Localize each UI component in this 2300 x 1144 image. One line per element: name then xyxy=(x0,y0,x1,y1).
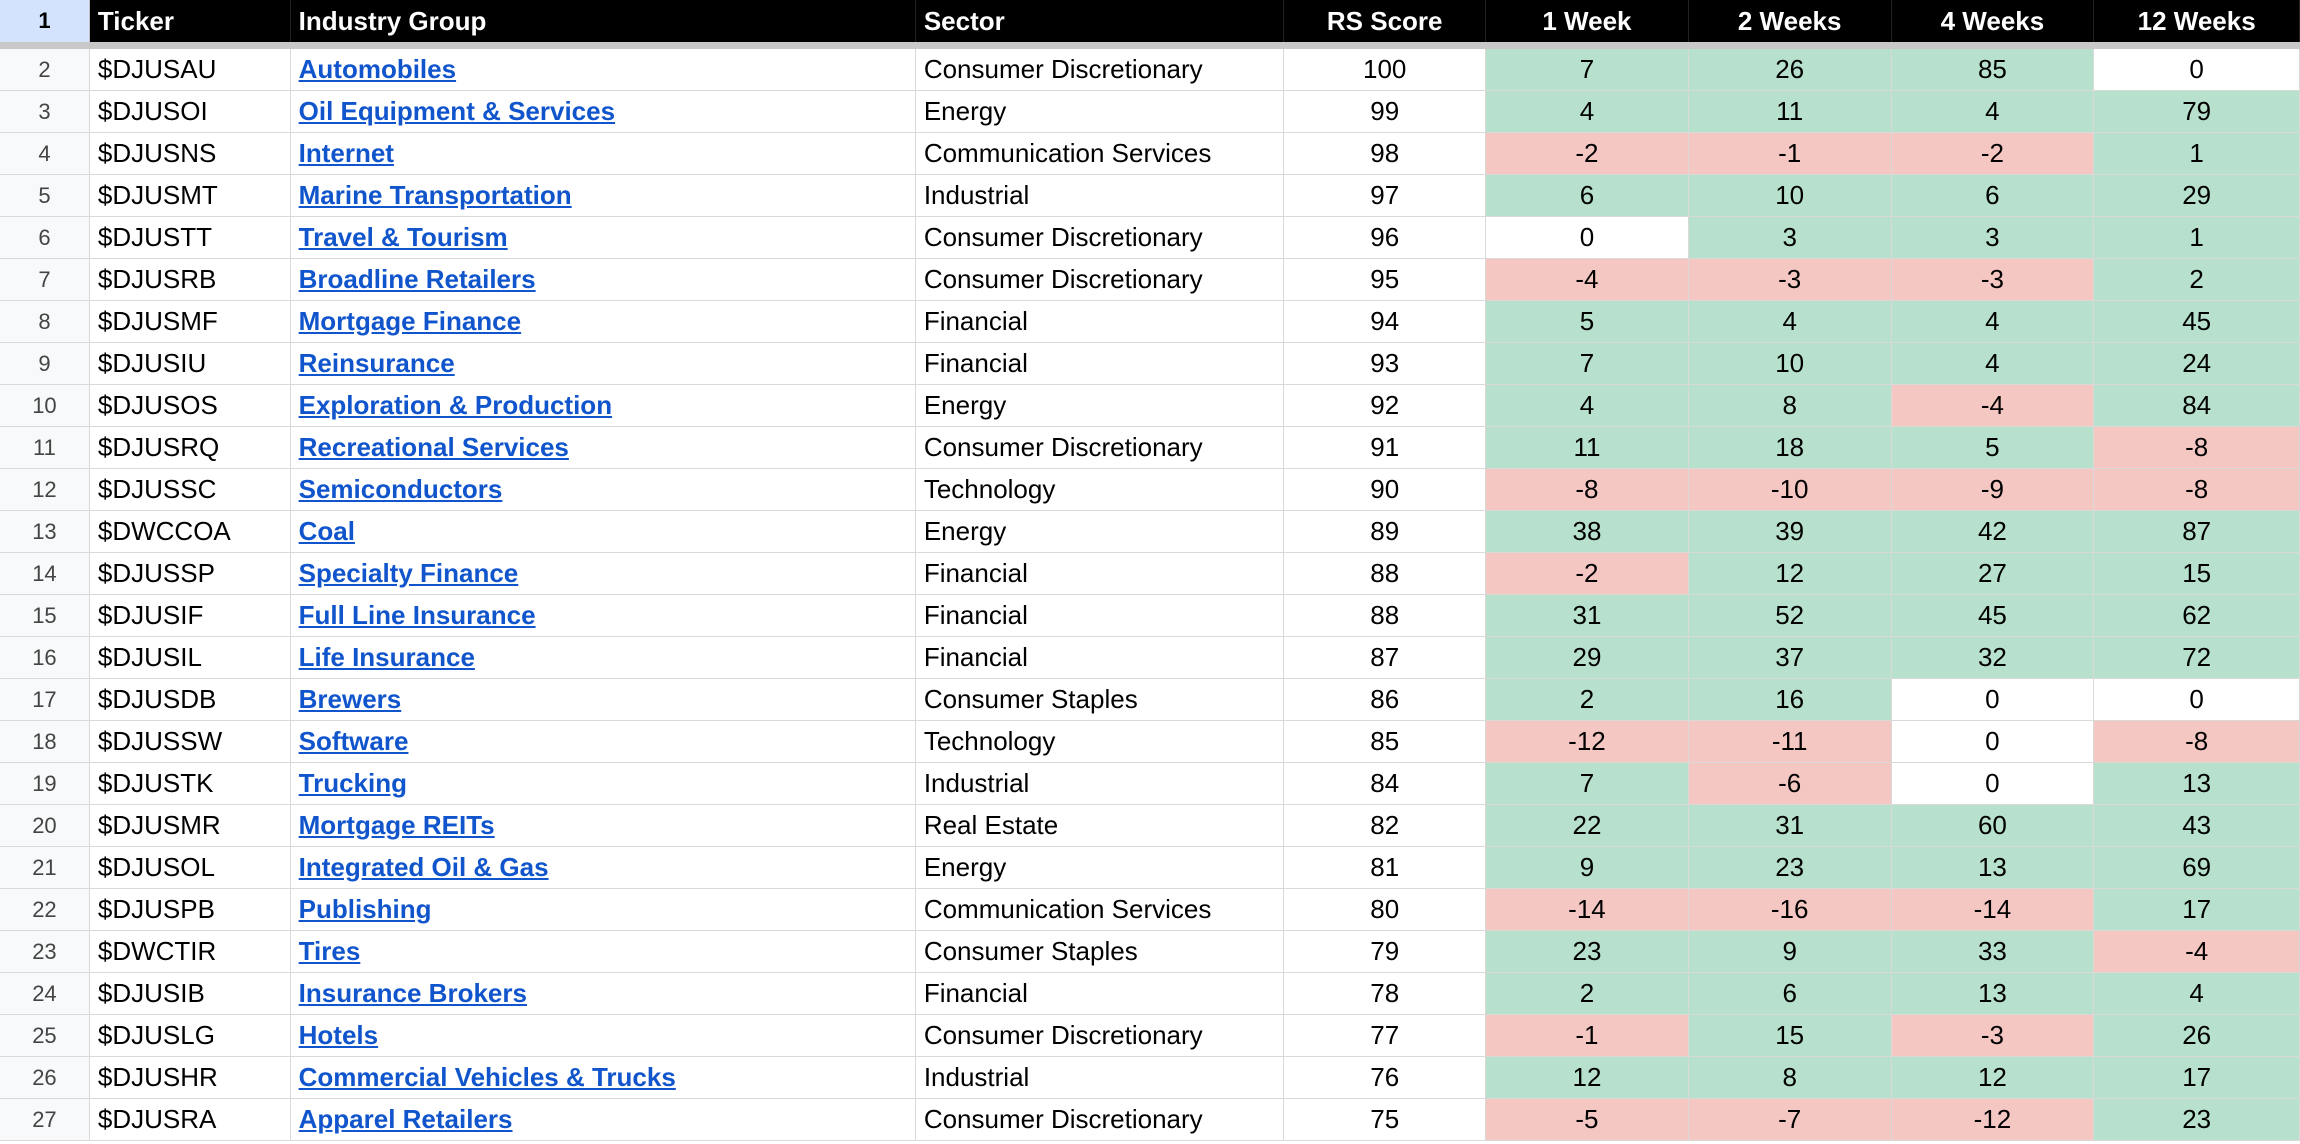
week1-cell[interactable]: 7 xyxy=(1486,49,1689,91)
industry-group-cell[interactable] xyxy=(291,175,916,217)
week2-cell[interactable]: 10 xyxy=(1689,175,1892,217)
ticker-cell[interactable]: $DJUSOS xyxy=(90,385,291,427)
row-number[interactable]: 26 xyxy=(0,1057,90,1099)
rs-score-cell[interactable]: 93 xyxy=(1284,343,1486,385)
frozen-row-divider[interactable] xyxy=(0,42,2300,49)
week4-cell[interactable]: 60 xyxy=(1892,805,2095,847)
industry-group-link[interactable]: Automobiles xyxy=(298,54,457,84)
sector-cell[interactable]: Consumer Discretionary xyxy=(916,259,1285,301)
week4-cell[interactable]: 42 xyxy=(1892,511,2095,553)
industry-group-cell[interactable] xyxy=(291,259,916,301)
week12-cell[interactable]: 24 xyxy=(2094,343,2300,385)
table-row xyxy=(0,721,2300,763)
week2-cell[interactable]: 8 xyxy=(1689,385,1892,427)
industry-group-link[interactable]: Mortgage Finance xyxy=(298,306,522,336)
ticker-cell[interactable]: $DJUSIL xyxy=(90,637,291,679)
week12-cell[interactable]: -8 xyxy=(2094,427,2300,469)
row-number[interactable]: 4 xyxy=(0,133,90,175)
week12-cell[interactable]: 0 xyxy=(2094,679,2300,721)
rs-score-cell[interactable]: 99 xyxy=(1284,91,1486,133)
rs-score-cell[interactable]: 96 xyxy=(1284,217,1486,259)
industry-group-cell[interactable] xyxy=(291,385,916,427)
row-number[interactable]: 12 xyxy=(0,469,90,511)
ticker-cell[interactable]: $DJUSTT xyxy=(90,217,291,259)
ticker-cell[interactable]: $DJUSOL xyxy=(90,847,291,889)
week1-cell[interactable]: -2 xyxy=(1486,553,1689,595)
week12-cell[interactable]: 1 xyxy=(2094,133,2300,175)
rs-score-cell[interactable]: 78 xyxy=(1284,973,1486,1015)
table-body xyxy=(0,49,2300,1141)
week12-cell[interactable]: 17 xyxy=(2094,1057,2300,1099)
week4-cell[interactable]: 5 xyxy=(1892,427,2095,469)
row-number[interactable]: 10 xyxy=(0,385,90,427)
week2-cell[interactable]: 4 xyxy=(1689,301,1892,343)
industry-group-link[interactable]: Life Insurance xyxy=(298,642,475,672)
row-number[interactable]: 25 xyxy=(0,1015,90,1057)
industry-group-cell[interactable] xyxy=(291,91,916,133)
industry-group-link[interactable]: Internet xyxy=(298,138,394,168)
week12-cell[interactable]: 0 xyxy=(2094,49,2300,91)
week4-cell[interactable]: 12 xyxy=(1892,1057,2095,1099)
week12-cell[interactable]: -4 xyxy=(2094,931,2300,973)
week12-cell[interactable]: 2 xyxy=(2094,259,2300,301)
rs-score-cell[interactable]: 87 xyxy=(1284,637,1486,679)
industry-group-cell[interactable] xyxy=(291,679,916,721)
week12-cell[interactable]: 1 xyxy=(2094,217,2300,259)
week2-cell[interactable]: 18 xyxy=(1689,427,1892,469)
sector-cell[interactable]: Energy xyxy=(916,91,1285,133)
ticker-cell[interactable]: $DJUSMT xyxy=(90,175,291,217)
industry-group-cell[interactable] xyxy=(291,595,916,637)
industry-group-cell[interactable] xyxy=(291,805,916,847)
sector-cell[interactable]: Financial xyxy=(916,343,1285,385)
week1-cell[interactable]: 38 xyxy=(1486,511,1689,553)
row-number[interactable]: 27 xyxy=(0,1099,90,1141)
table-row xyxy=(0,1015,2300,1057)
industry-group-cell[interactable] xyxy=(291,763,916,805)
rs-score-cell[interactable]: 75 xyxy=(1284,1099,1486,1141)
sector-cell[interactable]: Consumer Discretionary xyxy=(916,217,1285,259)
table-row xyxy=(0,133,2300,175)
industry-group-cell[interactable] xyxy=(291,973,916,1015)
week2-cell[interactable]: -3 xyxy=(1689,259,1892,301)
rs-score-cell[interactable]: 84 xyxy=(1284,763,1486,805)
industry-group-link[interactable]: Trucking xyxy=(298,768,407,798)
rs-score-cell[interactable]: 97 xyxy=(1284,175,1486,217)
week4-cell[interactable]: -3 xyxy=(1892,1015,2095,1057)
week2-cell[interactable]: 26 xyxy=(1689,49,1892,91)
row-number[interactable]: 9 xyxy=(0,343,90,385)
row-number[interactable]: 2 xyxy=(0,49,90,91)
sector-cell[interactable]: Technology xyxy=(916,721,1285,763)
week4-cell[interactable]: 0 xyxy=(1892,763,2095,805)
week1-cell[interactable]: -1 xyxy=(1486,1015,1689,1057)
week2-cell[interactable]: -16 xyxy=(1689,889,1892,931)
industry-group-link[interactable]: Broadline Retailers xyxy=(298,264,536,294)
sector-cell[interactable]: Consumer Discretionary xyxy=(916,1099,1285,1141)
industry-group-link[interactable]: Tires xyxy=(298,936,361,966)
week1-cell[interactable]: 29 xyxy=(1486,637,1689,679)
industry-group-cell[interactable] xyxy=(291,931,916,973)
table-row xyxy=(0,1099,2300,1141)
rs-score-cell[interactable]: 79 xyxy=(1284,931,1486,973)
table-row xyxy=(0,553,2300,595)
ticker-cell[interactable]: $DJUSSC xyxy=(90,469,291,511)
week2-cell[interactable]: 12 xyxy=(1689,553,1892,595)
rs-score-cell[interactable]: 94 xyxy=(1284,301,1486,343)
industry-group-cell[interactable] xyxy=(291,469,916,511)
industry-group-column-header[interactable]: Industry Group xyxy=(291,0,916,42)
week4-cell[interactable]: 32 xyxy=(1892,637,2095,679)
industry-group-cell[interactable] xyxy=(291,847,916,889)
sector-cell[interactable]: Consumer Discretionary xyxy=(916,49,1285,91)
week4-cell[interactable]: -4 xyxy=(1892,385,2095,427)
week2-cell[interactable]: 15 xyxy=(1689,1015,1892,1057)
rs-score-cell[interactable]: 90 xyxy=(1284,469,1486,511)
ticker-cell[interactable]: $DJUSIF xyxy=(90,595,291,637)
week1-cell[interactable]: 6 xyxy=(1486,175,1689,217)
row-number[interactable]: 15 xyxy=(0,595,90,637)
week1-cell[interactable]: 5 xyxy=(1486,301,1689,343)
week12-column-header[interactable]: 12 Weeks xyxy=(2094,0,2300,42)
week4-cell[interactable]: 13 xyxy=(1892,847,2095,889)
rs-score-cell[interactable]: 95 xyxy=(1284,259,1486,301)
row-number[interactable]: 6 xyxy=(0,217,90,259)
ticker-cell[interactable]: $DJUSAU xyxy=(90,49,291,91)
week1-cell[interactable]: 7 xyxy=(1486,343,1689,385)
ticker-cell[interactable]: $DJUSMF xyxy=(90,301,291,343)
week12-cell[interactable]: 79 xyxy=(2094,91,2300,133)
sector-cell[interactable]: Communication Services xyxy=(916,889,1285,931)
week1-cell[interactable]: -8 xyxy=(1486,469,1689,511)
week1-cell[interactable]: 0 xyxy=(1486,217,1689,259)
table-row xyxy=(0,847,2300,889)
week4-cell[interactable]: 85 xyxy=(1892,49,2095,91)
sector-cell[interactable]: Industrial xyxy=(916,175,1285,217)
sector-cell[interactable]: Financial xyxy=(916,595,1285,637)
week2-cell[interactable]: 10 xyxy=(1689,343,1892,385)
industry-group-link[interactable]: Travel & Tourism xyxy=(298,222,508,252)
week1-cell[interactable]: 12 xyxy=(1486,1057,1689,1099)
ticker-cell[interactable]: $DJUSSP xyxy=(90,553,291,595)
ticker-cell[interactable]: $DWCTIR xyxy=(90,931,291,973)
week2-cell[interactable]: -11 xyxy=(1689,721,1892,763)
week4-cell[interactable]: -14 xyxy=(1892,889,2095,931)
ticker-cell[interactable]: $DJUSNS xyxy=(90,133,291,175)
week4-column-header[interactable]: 4 Weeks xyxy=(1892,0,2095,42)
week2-cell[interactable]: 39 xyxy=(1689,511,1892,553)
industry-group-cell[interactable] xyxy=(291,427,916,469)
ticker-column-header[interactable]: Ticker xyxy=(90,0,291,42)
sector-cell[interactable]: Consumer Staples xyxy=(916,931,1285,973)
industry-group-link[interactable]: Oil Equipment & Services xyxy=(298,96,616,126)
rs-score-cell[interactable]: 85 xyxy=(1284,721,1486,763)
week1-cell[interactable]: -5 xyxy=(1486,1099,1689,1141)
row-number[interactable]: 21 xyxy=(0,847,90,889)
week12-cell[interactable]: 45 xyxy=(2094,301,2300,343)
industry-group-link[interactable]: Insurance Brokers xyxy=(298,978,527,1008)
sector-cell[interactable]: Energy xyxy=(916,847,1285,889)
table-row xyxy=(0,973,2300,1015)
rs-score-cell[interactable]: 82 xyxy=(1284,805,1486,847)
industry-group-link[interactable]: Hotels xyxy=(298,1020,379,1050)
sector-cell[interactable]: Energy xyxy=(916,385,1285,427)
week2-cell[interactable]: 37 xyxy=(1689,637,1892,679)
industry-group-link[interactable]: Integrated Oil & Gas xyxy=(298,852,549,882)
week4-cell[interactable]: 4 xyxy=(1892,91,2095,133)
week12-cell[interactable]: 17 xyxy=(2094,889,2300,931)
week1-cell[interactable]: 23 xyxy=(1486,931,1689,973)
ticker-cell[interactable]: $DWCCOA xyxy=(90,511,291,553)
industry-group-link[interactable]: Recreational Services xyxy=(298,432,569,462)
industry-group-link[interactable]: Coal xyxy=(298,516,355,546)
sector-cell[interactable]: Financial xyxy=(916,553,1285,595)
week2-cell[interactable]: -7 xyxy=(1689,1099,1892,1141)
sector-cell[interactable]: Financial xyxy=(916,301,1285,343)
industry-group-cell[interactable] xyxy=(291,133,916,175)
industry-group-link[interactable]: Software xyxy=(298,726,409,756)
week1-cell[interactable]: -14 xyxy=(1486,889,1689,931)
sector-cell[interactable]: Real Estate xyxy=(916,805,1285,847)
industry-group-cell[interactable] xyxy=(291,217,916,259)
row-number[interactable]: 11 xyxy=(0,427,90,469)
table-row xyxy=(0,1057,2300,1099)
rs-score-cell[interactable]: 89 xyxy=(1284,511,1486,553)
sector-cell[interactable]: Consumer Discretionary xyxy=(916,1015,1285,1057)
industry-group-cell[interactable] xyxy=(291,49,916,91)
ticker-cell[interactable]: $DJUSRB xyxy=(90,259,291,301)
table-row xyxy=(0,805,2300,847)
sector-cell[interactable]: Financial xyxy=(916,973,1285,1015)
table-row xyxy=(0,175,2300,217)
week4-cell[interactable]: -9 xyxy=(1892,469,2095,511)
industry-group-link[interactable]: Specialty Finance xyxy=(298,558,519,588)
week4-cell[interactable]: 3 xyxy=(1892,217,2095,259)
ticker-cell[interactable]: $DJUSOI xyxy=(90,91,291,133)
sector-cell[interactable]: Financial xyxy=(916,637,1285,679)
week1-cell[interactable]: 31 xyxy=(1486,595,1689,637)
week12-cell[interactable]: 13 xyxy=(2094,763,2300,805)
table-row xyxy=(0,931,2300,973)
industry-group-link[interactable]: Mortgage REITs xyxy=(298,810,495,840)
row-number[interactable]: 24 xyxy=(0,973,90,1015)
table-row xyxy=(0,259,2300,301)
week4-cell[interactable]: 13 xyxy=(1892,973,2095,1015)
rs-score-cell[interactable]: 86 xyxy=(1284,679,1486,721)
week2-column-header[interactable]: 2 Weeks xyxy=(1689,0,1892,42)
table-row xyxy=(0,427,2300,469)
table-row xyxy=(0,301,2300,343)
industry-group-cell[interactable] xyxy=(291,553,916,595)
table-row xyxy=(0,595,2300,637)
ticker-cell[interactable]: $DJUSIU xyxy=(90,343,291,385)
week12-cell[interactable]: 69 xyxy=(2094,847,2300,889)
week2-cell[interactable]: 52 xyxy=(1689,595,1892,637)
header-row xyxy=(0,0,2300,42)
industry-group-cell[interactable] xyxy=(291,343,916,385)
week4-cell[interactable]: 0 xyxy=(1892,721,2095,763)
industry-group-cell[interactable] xyxy=(291,1099,916,1141)
week4-cell[interactable]: 6 xyxy=(1892,175,2095,217)
rs-score-column-header[interactable]: RS Score xyxy=(1284,0,1486,42)
week12-cell[interactable]: -8 xyxy=(2094,721,2300,763)
table-row xyxy=(0,469,2300,511)
rs-score-cell[interactable]: 81 xyxy=(1284,847,1486,889)
week12-cell[interactable]: 72 xyxy=(2094,637,2300,679)
sector-column-header[interactable]: Sector xyxy=(916,0,1285,42)
week12-cell[interactable]: 23 xyxy=(2094,1099,2300,1141)
row-number[interactable]: 13 xyxy=(0,511,90,553)
week1-cell[interactable]: 7 xyxy=(1486,763,1689,805)
week12-cell[interactable]: 43 xyxy=(2094,805,2300,847)
week1-cell[interactable]: 11 xyxy=(1486,427,1689,469)
week4-cell[interactable]: 4 xyxy=(1892,343,2095,385)
week1-cell[interactable]: 4 xyxy=(1486,385,1689,427)
table-row xyxy=(0,889,2300,931)
week4-cell[interactable]: 45 xyxy=(1892,595,2095,637)
row-number[interactable]: 3 xyxy=(0,91,90,133)
rs-score-cell[interactable]: 77 xyxy=(1284,1015,1486,1057)
row-number[interactable]: 17 xyxy=(0,679,90,721)
row-number[interactable]: 19 xyxy=(0,763,90,805)
week12-cell[interactable]: 29 xyxy=(2094,175,2300,217)
industry-group-link[interactable]: Full Line Insurance xyxy=(298,600,536,630)
week12-cell[interactable]: 15 xyxy=(2094,553,2300,595)
rs-score-cell[interactable]: 100 xyxy=(1284,49,1486,91)
row-number[interactable]: 5 xyxy=(0,175,90,217)
row-number[interactable]: 16 xyxy=(0,637,90,679)
table-row xyxy=(0,385,2300,427)
week2-cell[interactable]: 3 xyxy=(1689,217,1892,259)
week4-cell[interactable]: -12 xyxy=(1892,1099,2095,1141)
week1-cell[interactable]: 22 xyxy=(1486,805,1689,847)
week4-cell[interactable]: -2 xyxy=(1892,133,2095,175)
row-number-header[interactable]: 1 xyxy=(0,0,90,42)
industry-group-link[interactable]: Brewers xyxy=(298,684,402,714)
sector-cell[interactable]: Industrial xyxy=(916,763,1285,805)
sector-cell[interactable]: Communication Services xyxy=(916,133,1285,175)
table-row xyxy=(0,679,2300,721)
industry-group-link[interactable]: Commercial Vehicles & Trucks xyxy=(298,1062,676,1092)
ticker-cell[interactable]: $DJUSSW xyxy=(90,721,291,763)
week2-cell[interactable]: 23 xyxy=(1689,847,1892,889)
week1-cell[interactable]: 2 xyxy=(1486,973,1689,1015)
sector-cell[interactable]: Technology xyxy=(916,469,1285,511)
sector-cell[interactable]: Consumer Discretionary xyxy=(916,427,1285,469)
week1-cell[interactable]: -4 xyxy=(1486,259,1689,301)
week4-cell[interactable]: -3 xyxy=(1892,259,2095,301)
sector-cell[interactable]: Energy xyxy=(916,511,1285,553)
industry-group-link[interactable]: Reinsurance xyxy=(298,348,455,378)
week1-cell[interactable]: 4 xyxy=(1486,91,1689,133)
week2-cell[interactable]: 11 xyxy=(1689,91,1892,133)
week4-cell[interactable]: 27 xyxy=(1892,553,2095,595)
row-number[interactable]: 20 xyxy=(0,805,90,847)
rs-score-cell[interactable]: 76 xyxy=(1284,1057,1486,1099)
industry-group-cell[interactable] xyxy=(291,511,916,553)
week1-column-header[interactable]: 1 Week xyxy=(1486,0,1689,42)
table-row xyxy=(0,343,2300,385)
rs-score-cell[interactable]: 88 xyxy=(1284,595,1486,637)
week4-cell[interactable]: 4 xyxy=(1892,301,2095,343)
table-row xyxy=(0,91,2300,133)
table-row xyxy=(0,511,2300,553)
industry-group-link[interactable]: Apparel Retailers xyxy=(298,1104,513,1134)
industry-group-link[interactable]: Marine Transportation xyxy=(298,180,572,210)
industry-group-cell[interactable] xyxy=(291,1015,916,1057)
week1-cell[interactable]: 9 xyxy=(1486,847,1689,889)
ticker-cell[interactable]: $DJUSPB xyxy=(90,889,291,931)
week1-cell[interactable]: -12 xyxy=(1486,721,1689,763)
week2-cell[interactable]: 31 xyxy=(1689,805,1892,847)
week4-cell[interactable]: 0 xyxy=(1892,679,2095,721)
industry-group-link[interactable]: Publishing xyxy=(298,894,432,924)
week2-cell[interactable]: 16 xyxy=(1689,679,1892,721)
week12-cell[interactable]: 26 xyxy=(2094,1015,2300,1057)
ticker-cell[interactable]: $DJUSHR xyxy=(90,1057,291,1099)
row-number[interactable]: 14 xyxy=(0,553,90,595)
row-number[interactable]: 18 xyxy=(0,721,90,763)
week2-cell[interactable]: -6 xyxy=(1689,763,1892,805)
industry-group-cell[interactable] xyxy=(291,301,916,343)
rs-score-cell[interactable]: 80 xyxy=(1284,889,1486,931)
industry-group-cell[interactable] xyxy=(291,637,916,679)
ticker-cell[interactable]: $DJUSLG xyxy=(90,1015,291,1057)
week2-cell[interactable]: 9 xyxy=(1689,931,1892,973)
rs-score-cell[interactable]: 98 xyxy=(1284,133,1486,175)
rs-score-cell[interactable]: 92 xyxy=(1284,385,1486,427)
week2-cell[interactable]: -10 xyxy=(1689,469,1892,511)
week12-cell[interactable]: 62 xyxy=(2094,595,2300,637)
row-number[interactable]: 8 xyxy=(0,301,90,343)
industry-group-cell[interactable] xyxy=(291,889,916,931)
ticker-cell[interactable]: $DJUSIB xyxy=(90,973,291,1015)
row-number[interactable]: 22 xyxy=(0,889,90,931)
industry-group-cell[interactable] xyxy=(291,1057,916,1099)
industry-group-link[interactable]: Semiconductors xyxy=(298,474,503,504)
week2-cell[interactable]: -1 xyxy=(1689,133,1892,175)
table-row xyxy=(0,49,2300,91)
week4-cell[interactable]: 33 xyxy=(1892,931,2095,973)
rs-score-cell[interactable]: 91 xyxy=(1284,427,1486,469)
ticker-cell[interactable]: $DJUSDB xyxy=(90,679,291,721)
sector-cell[interactable]: Consumer Staples xyxy=(916,679,1285,721)
week2-cell[interactable]: 6 xyxy=(1689,973,1892,1015)
ticker-cell[interactable]: $DJUSMR xyxy=(90,805,291,847)
week12-cell[interactable]: -8 xyxy=(2094,469,2300,511)
table-row xyxy=(0,217,2300,259)
industry-group-cell[interactable] xyxy=(291,721,916,763)
row-number[interactable]: 7 xyxy=(0,259,90,301)
rs-score-cell[interactable]: 88 xyxy=(1284,553,1486,595)
table-row xyxy=(0,637,2300,679)
table-row xyxy=(0,763,2300,805)
industry-group-link[interactable]: Exploration & Production xyxy=(298,390,613,420)
week2-cell[interactable]: 8 xyxy=(1689,1057,1892,1099)
row-number[interactable]: 23 xyxy=(0,931,90,973)
sector-cell[interactable]: Industrial xyxy=(916,1057,1285,1099)
week12-cell[interactable]: 4 xyxy=(2094,973,2300,1015)
week1-cell[interactable]: 2 xyxy=(1486,679,1689,721)
ticker-cell[interactable]: $DJUSRQ xyxy=(90,427,291,469)
ticker-cell[interactable]: $DJUSRA xyxy=(90,1099,291,1141)
ticker-cell[interactable]: $DJUSTK xyxy=(90,763,291,805)
week1-cell[interactable]: -2 xyxy=(1486,133,1689,175)
week12-cell[interactable]: 84 xyxy=(2094,385,2300,427)
week12-cell[interactable]: 87 xyxy=(2094,511,2300,553)
